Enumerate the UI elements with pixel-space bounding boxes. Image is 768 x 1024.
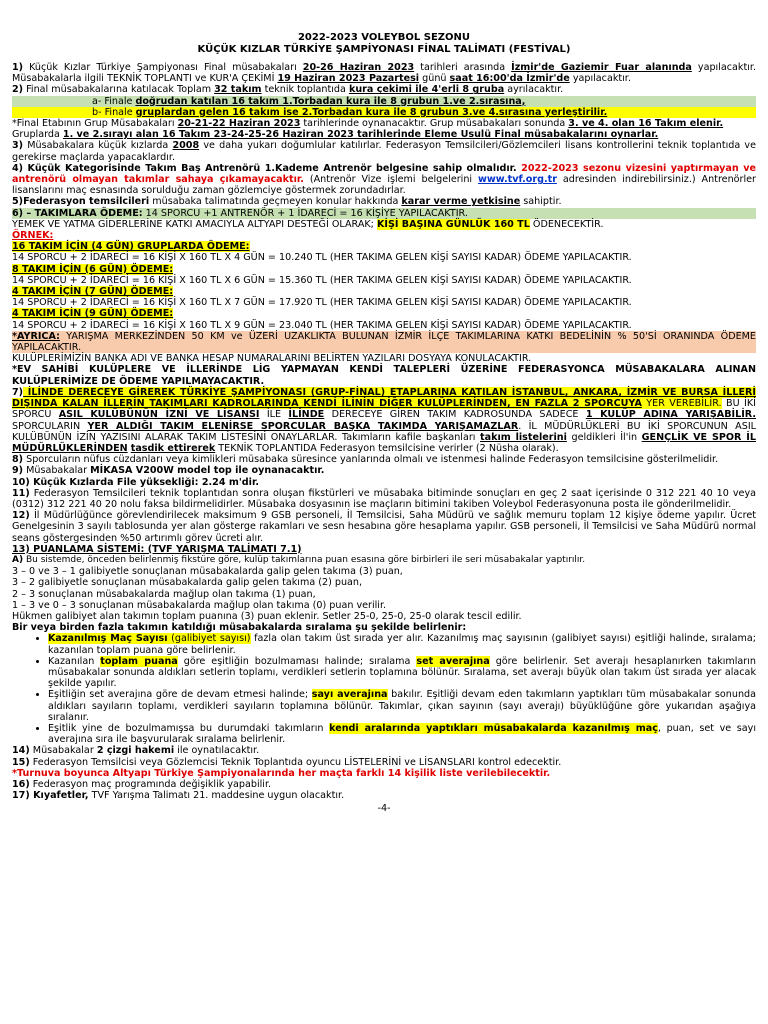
score-rule: 2 – 3 sonuçlanan müsabakalarda mağlup olan takıma (1) puan,	[12, 588, 316, 600]
payment-heading: 16 TAKIM İÇİN (4 GÜN) GRUPLARDA ÖDEME:	[12, 241, 250, 253]
item-13a: A) Bu sistemde, önceden belirlenmiş fikstüre göre, kulüp takımlarına puan esasına göre birbirleri ile seri müsabakalar yaptırılır.	[12, 554, 586, 565]
bank-note: KULÜPLERİMİZİN BANKA ADI VE BANKA HESAP NUMARALARINI BELİRTEN YAZILARI DOSYAYA KONULACAKTIR.	[12, 353, 532, 365]
payment-text: 14 SPORCU + 2 İDARECİ = 16 KİŞİ X 160 TL X 4 GÜN = 10.240 TL (HER TAKIMA GELEN KİŞİ SAYISI KADAR) ÖDEME YAPILACAKTIR.	[12, 252, 632, 264]
item-15: 15) Federasyon Temsilcisi veya Gözlemcisi Teknik Toplantıda oyuncu LİSTELERİNİ ve LİSANSLARI kontrol edecektir.	[12, 756, 562, 768]
ranking-rule: • Eşitliğin set averajına göre de devam etmesi halinde; sayı averajına bakılır. Eşitliği devam eden takımların yaptıkları tüm müsabakalar sonunda aldıkları sayıların toplamı, verdikleri sayıların toplamına bölünür. Takımlar, çıkan sayının (sayı averajı) büyüklüğüne göre yukarıdan aşağıya sıralanır.	[48, 689, 756, 723]
item-2b: b- Finale gruplardan gelen 16 takım ise 2.Torbadan kura ile 8 grubun 3.ve 4.sırasına yerleştirilir.	[12, 107, 756, 118]
payment-text: 14 SPORCU + 2 İDARECİ = 16 KİŞİ X 160 TL X 7 GÜN = 17.920 TL (HER TAKIMA GELEN KİŞİ SAYISI KADAR) ÖDEME YAPILACAKTIR.	[12, 297, 632, 309]
ayrica-note: *AYRICA: YARIŞMA MERKEZİNDEN 50 KM ve ÜZERİ UZAKLIKTA BULUNAN İZMİR İLÇE TAKIMLARINA KATKI BEDELİNİN % 50'Sİ ORANINDA ÖDEME YAPILACAKTIR.	[12, 330, 756, 354]
doc-title: 2022-2023 VOLEYBOL SEZONU	[297, 32, 471, 43]
payment-heading: 4 TAKIM İÇİN (9 GÜN) ÖDEME:	[12, 308, 174, 320]
item-17: 17) Kıyafetler, TVF Yarışma Talimatı 21. maddesine uygun olacaktır.	[12, 790, 345, 802]
score-list	[12, 566, 756, 611]
item-8: 8) Sporcuların nüfus cüzdanları veya kimlikleri müsabaka süresince yanlarında olmalı ve istenmesi halinde Federasyon temsilcisine gösterilmelidir.	[12, 454, 719, 466]
document-page	[12, 0, 756, 815]
item-2d: Gruplarda 1. ve 2.sırayı alan 16 Takım 23-24-25-26 Haziran 2023 tarihlerinde Eleme Usulü Final müsabakalarını oynarlar.	[12, 129, 659, 141]
item-3: 3) Müsabakalara küçük kızlarda 2008 ve daha yukarı doğumlular katılırlar. Federasyon Temsilcileri/Gözlemcileri lisans kontrollerini teknik toplantıda ve gerekirse maçlarda yapacaklardır.	[12, 140, 756, 163]
item-1: 1) Küçük Kızlar Türkiye Şampiyonası Final müsabakaları 20-26 Haziran 2023 tarihleri arasında İzmir'de Gaziemir Fuar alanında yapılacaktır. Müsabakalarla ilgili TEKNİK TOPLANTI ve KUR'A ÇEKİMİ 19 Haziran 2023 Pazartesi günü saat 16:00'da İzmir'de yapılacaktır.	[12, 62, 757, 85]
item-16: 16) Federasyon maç programında değişiklik yapabilir.	[12, 779, 272, 790]
item-6b: YEMEK VE YATMA GİDERLERİNE KATKI AMACIYLA ALTYAPI DESTEĞİ OLARAK; KİŞİ BAŞINA GÜNLÜK 160 TL ÖDENECEKTİR.	[12, 218, 604, 230]
ranking-list	[12, 633, 756, 745]
item-13: 13) PUANLAMA SİSTEMİ: (TVF YARIŞMA TALİMATI 7.1)	[12, 543, 302, 555]
payment-list	[12, 241, 756, 331]
ranking-intro: Bir veya birden fazla takımın katıldığı müsabakalarda sıralama şu şekilde belirlenir:	[12, 622, 467, 634]
ranking-rule: • Eşitlik yine de bozulmamışsa bu durumdaki takımların kendi aralarında yaptıkları müsabakalarda kazanılmış maç, puan, set ve sayı averajına sıra ile başvurularak sıralama belirlenir.	[48, 723, 756, 745]
item-5: 5)Federasyon temsilcileri müsabaka talimatında geçmeyen konular hakkında karar verme yetkisine sahiptir.	[12, 196, 562, 208]
item-4: 4) Küçük Kategorisinde Takım Baş Antrenörü 1.Kademe Antrenör belgesine sahip olmalıdır. 2022-2023 sezonu vizesini yaptırmayan ve antrenörü olmayan takımlar sahaya çıkamayacaktır. (Antrenör Vize işlemi belgelerini www.tvf.org.tr adresinden indirebilirsiniz.) Antrenörler lisanslarını maç esnasında sorulduğu zaman gözlemciye göstermek zorundadırlar.	[12, 162, 756, 197]
payment-heading: 8 TAKIM İÇİN (6 GÜN) ÖDEME:	[12, 263, 174, 275]
example-label: ÖRNEK:	[12, 230, 54, 242]
score-rule: 3 – 2 galibiyetle sonuçlanan müsabakalarda galip gelen takıma (2) puan,	[12, 577, 363, 589]
ranking-rule: • Kazanılan toplam puana göre eşitliğin bozulmaması halinde; sıralama set averajına göre belirlenir. Set averajı hesaplanırken takımların müsabakalar sonunda aldıkları setlerin toplamı, verdikleri setlerin toplamına bölünür. Sıralama, set averajı büyük olan takım üst sırada yer alacak şekilde yapılır.	[48, 656, 756, 690]
item-2: 2) Final müsabakalarına katılacak Toplam 32 takım teknik toplantıda kura çekimi ile 4'erli 8 gruba ayrılacaktır.	[12, 84, 564, 96]
score-rule: 3 – 0 ve 3 – 1 galibiyetle sonuçlanan müsabakalarda galip gelen takıma (3) puan,	[12, 566, 403, 578]
item-7: 7) İLİNDE DERECEYE GİREREK TÜRKİYE ŞAMPİYONASI (GRUP-FİNAL) ETAPLARINA KATILAN İSTANBUL, ANKARA, İZMİR VE BURSA İLLERİ DIŞINDA KALAN İLLERİN TAKIMLARI KADROLARINDA KENDİ İLİNİN DİĞER KULÜPLERİNDEN, EN FAZLA 2 SPORCUYA YER VEREBİLİR. BU İKİ SPORCU ASIL KULÜBÜNÜN İZNİ VE LİSANSI İLE İLİNDE DERECEYE GİREN TAKIM KADROSUNDA SADECE 1 KULÜP ADINA YARIŞABİLİR. SPORCULARIN YER ALDIĞI TAKIM ELENİRSE SPORCULAR BAŞKA TAKIMDA YARIŞAMAZLAR. İL MÜDÜRLÜKLERİ BU İKİ SPORCUNUN ASIL KULÜBÜNÜN İZİN YAZISINI ALARAK TAKIM LİSTESİNİ ONAYLARLAR. Takımların kafile başkanları takım listelerini geldikleri İl'in GENÇLİK VE SPOR İL MÜDÜRLÜKLERİNDEN tasdik ettirerek TEKNİK TOPLANTIDA Federasyon temsilcisine verirler (2 Nüsha olarak).	[12, 386, 757, 454]
item-10: 10) Küçük Kızlarda File yüksekliği: 2.24 m'dir.	[12, 476, 259, 488]
score-rule: 1 – 3 ve 0 – 3 sonuçlanan müsabakalarda mağlup olan takıma (0) puan verilir.	[12, 599, 387, 611]
host-note: *EV SAHİBİ KULÜPLERE VE İLLERİNDE LİG YAPMAYAN KENDİ TALEPLERİ ÜZERİNE FEDERASYONCA MÜSABAKALARA ALINAN KULÜPLERİMİZE DE ÖDEME YAPILMAYACAKTIR.	[12, 364, 756, 387]
ranking-rule: • Kazanılmış Maç Sayısı (galibiyet sayısı) fazla olan takım üst sırada yer alır. Kazanılmış maç sayısının (galibiyet sayısı) eşitliği halinde, sıralama; kazanılan toplam puana göre belirlenir.	[48, 633, 756, 655]
payment-text: 14 SPORCU + 2 İDARECİ = 16 KİŞİ X 160 TL X 9 GÜN = 23.040 TL (HER TAKIMA GELEN KİŞİ SAYISI KADAR) ÖDEME YAPILACAKTIR.	[12, 319, 632, 331]
payment-heading: 4 TAKIM İÇİN (7 GÜN) ÖDEME:	[12, 286, 174, 298]
payment-text: 14 SPORCU + 2 İDARECİ = 16 KİŞİ X 160 TL X 6 GÜN = 15.360 TL (HER TAKIMA GELEN KİŞİ SAYISI KADAR) ÖDEME YAPILACAKTIR.	[12, 274, 632, 286]
item-14: 14) Müsabakalar 2 çizgi hakemi ile oynatılacaktır.	[12, 745, 260, 757]
doc-subtitle: KÜÇÜK KIZLAR TÜRKİYE ŞAMPİYONASI FİNAL TALİMATI (FESTİVAL)	[197, 44, 571, 55]
page-number: -4-	[377, 803, 391, 815]
forfeit-rule: Hükmen galibiyet alan takımın toplam puanına (3) puan eklenir. Setler 25-0, 25-0, 25-0 olarak tescil edilir.	[12, 610, 522, 622]
item-2a: a- Finale doğrudan katılan 16 takım 1.Torbadan kura ile 8 grubun 1.ve 2.sırasına,	[12, 96, 756, 107]
item-11: 11) Federasyon Temsilcileri teknik toplantıdan sonra oluşan fikstürleri ve müsabaka bitiminde sonuçları en geç 2 saat içerisinde 0 312 221 40 10 veya (0312) 312 221 40 20 nolu faksa bildirmelidirler. Müsabaka dosyasının ise maçların bitimini takiben Voleybol Federasyonuna posta ile gönderilmelidir.	[12, 487, 756, 510]
tournament-note: *Turnuva boyunca Altyapı Türkiye Şampiyonalarında her maçta farklı 14 kişilik liste verilebilecektir.	[12, 767, 551, 779]
item-6: 6) – TAKIMLARA ÖDEME: 14 SPORCU +1 ANTRENÖR + 1 İDARECİ = 16 KİŞİYE YAPILACAKTIR.	[12, 208, 756, 219]
item-9: 9) Müsabakalar MİKASA V200W model top ile oynanacaktır.	[12, 465, 325, 477]
item-2c: *Final Etabının Grup Müsabakaları 20-21-22 Haziran 2023 tarihlerinde oynanacaktır. Grup müsabakaları sonunda 3. ve 4. olan 16 Takım elenir.	[12, 118, 724, 130]
item-12: 12) İl Müdürlüğünce görevlendirilecek maksimum 9 GSB personeli, İl Temsilcisi, Saha Müdürü ve sağlık memuru toplam 12 kişiye ödeme yapılır. Ücret Genelgesinin 3 sayılı tablosunda yer alan gösterge rakamları ve sesn hesabına göre hesaplama yapılır. GSB personeli, İl Temsilcisi ve Saha Müdürü normal seans göstergesinden %50 artırımlı görev ücreti alır.	[12, 510, 756, 544]
tvf-link[interactable]: www.tvf.org.tr	[478, 174, 557, 186]
